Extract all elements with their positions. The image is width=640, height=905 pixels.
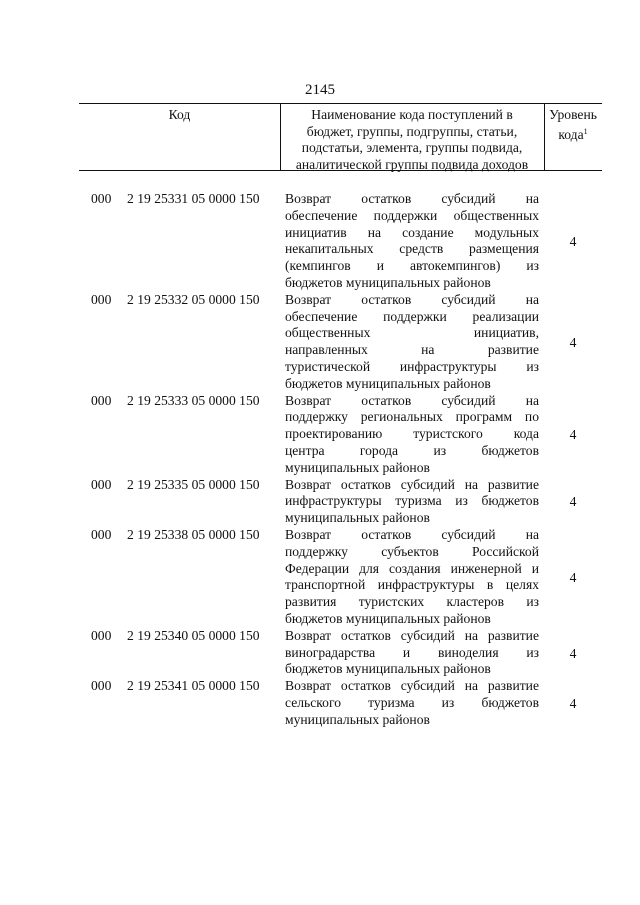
row-name-line: Федерации для создания инженерной и	[285, 560, 539, 576]
table-row	[79, 292, 602, 393]
table-row	[79, 393, 602, 477]
header-name-line: бюджет, группы, подгруппы, статьи,	[306, 123, 518, 139]
row-name-line: Возврат остатков субсидий на	[285, 191, 539, 206]
row-code-prefix: 000	[91, 476, 112, 492]
row-name-line: инфраструктуры туризма из бюджетов	[285, 493, 539, 509]
row-name-line: поддержку субъектов Российской	[285, 543, 539, 559]
row-name-line: Возврат остатков субсидий на	[285, 291, 539, 307]
row-code-prefix: 000	[91, 527, 112, 542]
row-name	[285, 292, 539, 393]
row-name	[285, 678, 539, 728]
row-name-line: Возврат остатков субсидий на развитие	[285, 678, 539, 694]
row-name-line: развития туристских кластеров из	[285, 594, 539, 610]
row-code: 2 19 25335 05 0000 150	[127, 476, 260, 492]
row-code: 2 19 25331 05 0000 150	[127, 191, 260, 206]
row-code: 2 19 25341 05 0000 150	[127, 678, 260, 694]
table-row	[79, 477, 602, 527]
row-code-prefix: 000	[91, 291, 112, 307]
row-level: 4	[569, 334, 577, 350]
row-name-line: общественных инициатив,	[285, 325, 539, 341]
row-name-line: поддержку региональных программ по	[285, 409, 539, 425]
row-name-line: сельского туризма из бюджетов	[285, 694, 539, 710]
header-level	[544, 107, 602, 143]
row-name-line: Возврат остатков субсидий на	[285, 527, 539, 542]
row-level: 4	[569, 695, 577, 711]
table-header	[79, 103, 602, 171]
header-name-line: Наименование кода поступлений в	[311, 107, 513, 122]
row-name	[285, 628, 539, 678]
row-code: 2 19 25332 05 0000 150	[127, 291, 260, 307]
header-name	[280, 107, 544, 173]
row-name-line: муниципальных районов	[285, 510, 430, 526]
row-code: 2 19 25338 05 0000 150	[127, 527, 260, 542]
row-level: 4	[569, 570, 577, 585]
row-code-prefix: 000	[91, 392, 112, 408]
row-name-line: транспортной инфраструктуры в целях	[285, 577, 539, 593]
row-name-line: (кемпингов и автокемпингов) из	[285, 258, 539, 274]
row-name-line: Возврат остатков субсидий на развитие	[285, 476, 539, 492]
row-level: 4	[569, 494, 577, 510]
table-row	[79, 191, 602, 292]
row-name	[285, 527, 539, 628]
row-name	[285, 191, 539, 292]
row-name-line: некапитальных средств размещения	[285, 241, 539, 257]
row-level: 4	[569, 234, 577, 249]
table-row	[79, 628, 602, 678]
row-name	[285, 393, 539, 477]
row-level: 4	[569, 645, 577, 661]
row-name-line: обеспечение поддержки реализации	[285, 308, 539, 324]
row-name-line: туристической инфраструктуры из	[285, 358, 539, 374]
header-level-line	[544, 124, 602, 144]
row-code: 2 19 25333 05 0000 150	[127, 392, 260, 408]
row-code-prefix: 000	[91, 191, 112, 206]
header-level-word: кода	[558, 126, 584, 142]
row-code: 2 19 25340 05 0000 150	[127, 627, 260, 643]
page-number: 2145	[305, 82, 335, 98]
row-code-prefix: 000	[91, 627, 112, 643]
row-name-line: бюджетов муниципальных районов	[285, 661, 491, 677]
row-code-prefix: 000	[91, 678, 112, 694]
footnote-marker: 1	[583, 126, 588, 136]
row-level: 4	[569, 427, 577, 443]
row-name-line: бюджетов муниципальных районов	[285, 610, 491, 626]
table-row	[79, 527, 602, 628]
header-name-line: аналитической группы подвида доходов	[295, 156, 529, 172]
row-name-line: центра города из бюджетов	[285, 442, 539, 458]
row-name-line: виноградарства и виноделия из	[285, 644, 539, 660]
header-level-line: Уровень	[549, 107, 597, 122]
table-row	[79, 678, 602, 728]
row-name-line: муниципальных районов	[285, 459, 430, 475]
header-name-line: подстатьи, элемента, группы подвида,	[301, 140, 523, 155]
row-name-line: обеспечение поддержки общественных	[285, 207, 539, 223]
row-name-line: бюджетов муниципальных районов	[285, 274, 491, 290]
row-name-line: бюджетов муниципальных районов	[285, 375, 491, 391]
row-name-line: Возврат остатков субсидий на	[285, 392, 539, 408]
row-name-line: инициатив на создание модульных	[285, 224, 539, 240]
row-name-line: муниципальных районов	[285, 711, 430, 727]
header-code: Код	[168, 107, 191, 122]
row-name-line: Возврат остатков субсидий на развитие	[285, 627, 539, 643]
row-name	[285, 477, 539, 527]
row-name-line: направленных на развитие	[285, 342, 539, 358]
row-name-line: проектированию туристского кода	[285, 426, 539, 442]
